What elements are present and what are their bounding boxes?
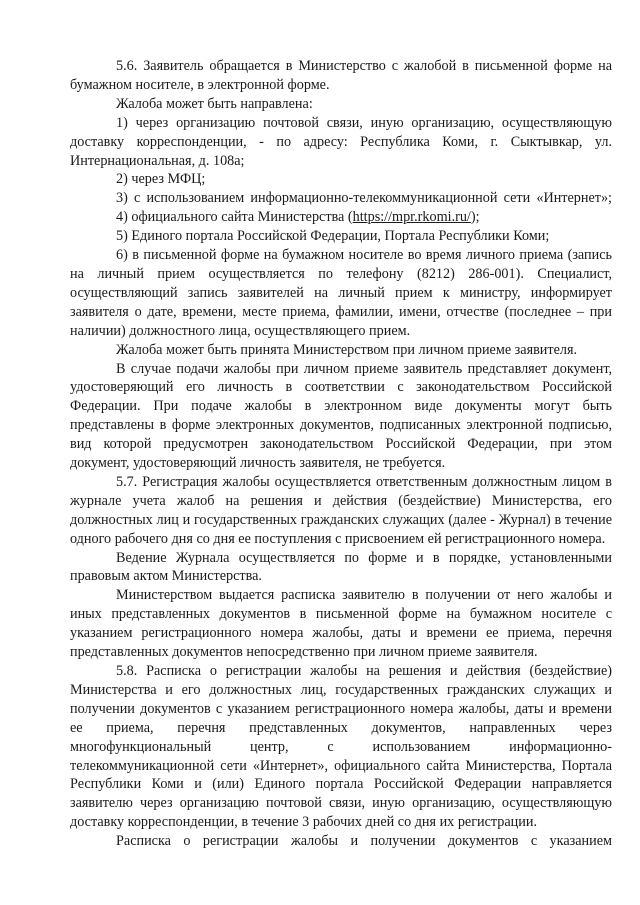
list-item-personal-reception: 6) в письменной форме на бумажном носителе во время личного приема (запись на личный прием осуществляется по телефону (8212) 286-001). Специалист, осуществляющий запись заявителей на личный прием к министру, информирует заявителя о дате, времени, месте приема, фамилии, имени, отчестве (последнее – при наличии) должностного лица, осуществляющего прием. [70,247,612,339]
paragraph-5-8: 5.8. Расписка о регистрации жалобы на решения и действия (бездействие) Министерства и его должностных лиц, государственных гражданских служащих и получении документов с указанием регистрационного номера жалобы, даты и времени ее приема, перечня представленных документов, направленных через многофункциональный центр, с использованием информационно-телекоммуникационной сети «Интернет», официального сайта Министерства, Портала Республики Коми и (или) Единого портала Российской Федерации направляется заявителю через организацию почтовой связи, иную организацию, осуществляющую доставку корреспонденции, в течение 3 рабочих дней со дня их регистрации. [70,663,612,831]
paragraph-5-6: 5.6. Заявитель обращается в Министерство с жалобой в письменной форме на бумажном носителе, в электронной форме. [70,58,612,93]
website-text-before: 4) официального сайта Министерства ( [116,209,353,226]
website-text-after: ); [470,209,480,226]
list-item-website [70,208,612,227]
list-item-internet: 3) с использованием информационно-телекоммуникационной сети «Интернет»; [116,190,612,207]
paragraph-5-7: 5.7. Регистрация жалобы осуществляется ответственным должностным лицом в журнале учета жалоб на решения и действия (бездействие) Министерства, его должностных лиц и государственных гражданских служащих (далее - Журнал) в течение одного рабочего дня со дня ее поступления с присвоением ей регистрационного номера. [70,473,612,547]
paragraph-submission-methods: Жалоба может быть направлена: [116,95,313,112]
paragraph-receipt: Министерством выдается расписка заявителю в получении от него жалобы и иных представленных документов в письменной форме на бумажном носителе с указанием регистрационного номера жалобы, даты и времени ее приема, перечня представленных документов непосредственно при личном приеме заявителя. [70,587,612,661]
paragraph-receipt-continued: Расписка о регистрации жалобы и получении документов с указанием [116,833,612,850]
paragraph-journal: Ведение Журнала осуществляется по форме и в порядке, установленными правовым актом Министерства. [70,549,612,585]
document-body [70,57,612,851]
list-item-portals: 5) Единого портала Российской Федерации, Портала Республики Коми; [116,228,550,245]
paragraph-identity-document: В случае подачи жалобы при личном приеме заявитель представляет документ, удостоверяющий его личность в соответствии с законодательством Российской Федерации. При подаче жалобы в электронном виде документы могут быть представлены в форме электронных документов, подписанных электронной подписью, вид которой предусмотрен законодательством Российской Федерации, при этом документ, удостоверяющий личность заявителя, не требуется. [70,360,612,472]
list-item-postal: 1) через организацию почтовой связи, иную организацию, осуществляющую доставку корреспонденции, - по адресу: Республика Коми, г. Сыктывкар, ул. Интернациональная, д. 108а; [70,114,612,169]
paragraph-personal-acceptance: Жалоба может быть принята Министерством при личном приеме заявителя. [116,341,578,358]
list-item-mfc: 2) через МФЦ; [116,171,206,188]
ministry-website-link[interactable]: https://mpr.rkomi.ru/ [352,209,471,226]
